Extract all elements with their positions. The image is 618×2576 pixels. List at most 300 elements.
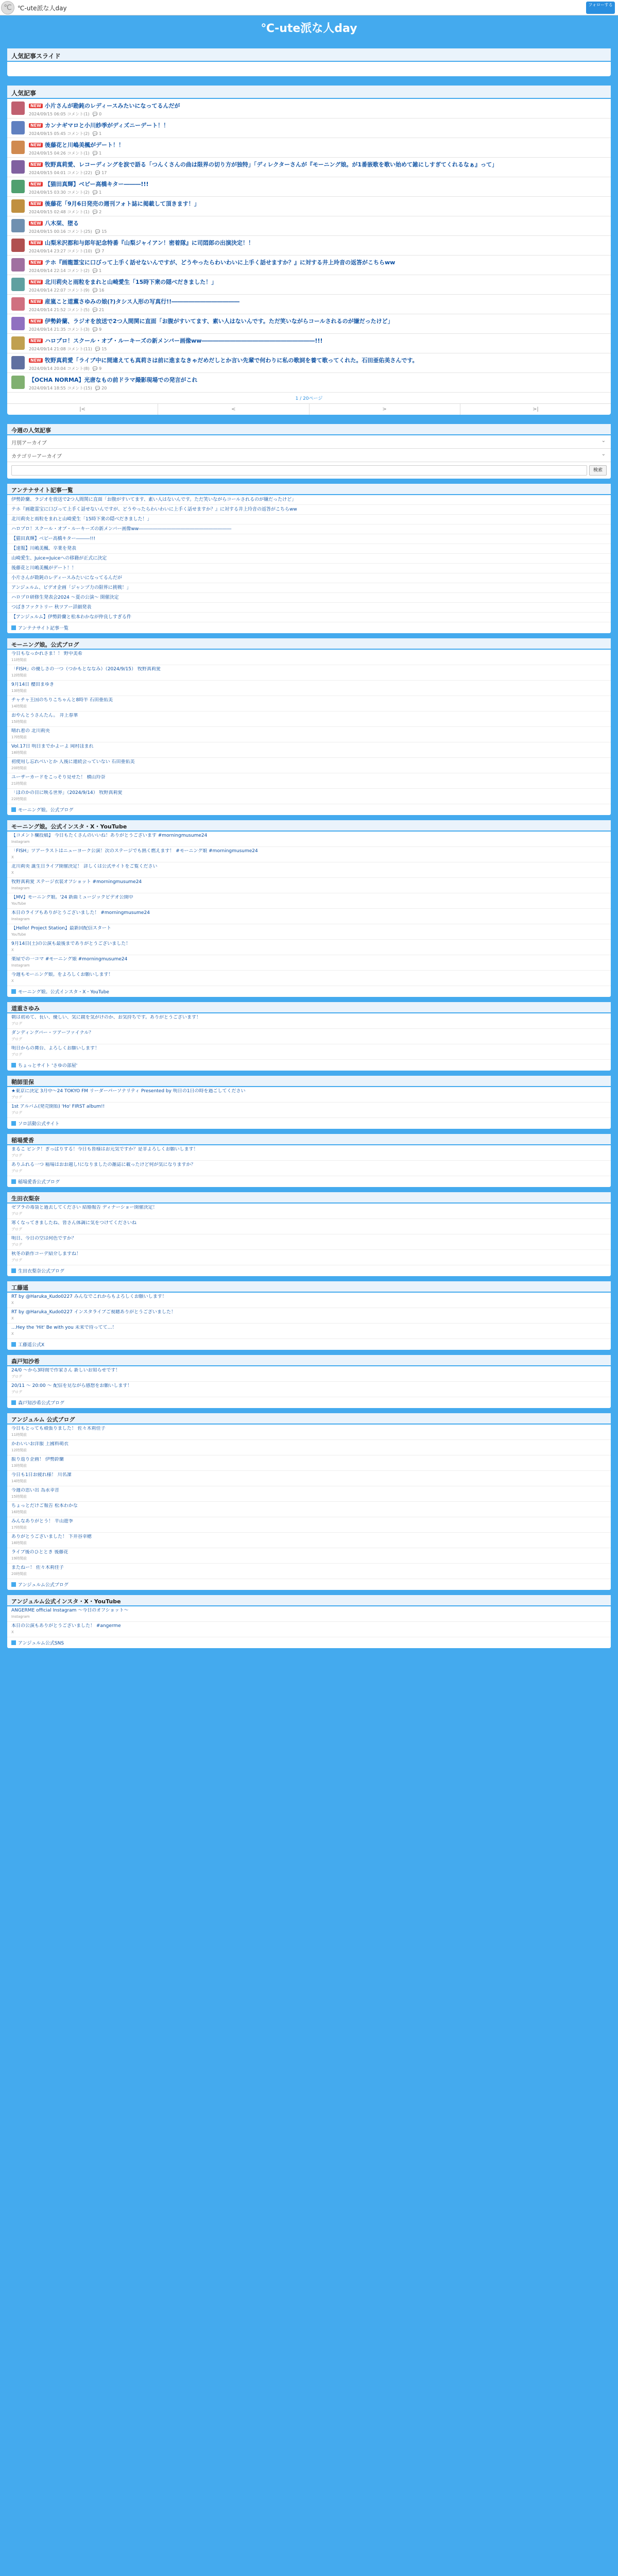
feed-more-link[interactable] xyxy=(7,1176,611,1187)
comment-icon: 💬 xyxy=(92,112,99,116)
article-meta xyxy=(29,209,200,215)
article-meta xyxy=(29,190,148,195)
feed-item-title[interactable]: かわいいお洋服 上國料萌衣 xyxy=(11,1442,68,1447)
feed-item[interactable] xyxy=(7,893,611,909)
feed-item-title[interactable]: …Hey the 'Hit' Be with you 未来で待ってて…！ xyxy=(11,1325,117,1330)
feed-item-title[interactable]: 今週の思い出 為永幸音 xyxy=(11,1488,59,1493)
feed-item[interactable] xyxy=(7,1533,611,1548)
feed-item[interactable] xyxy=(7,1029,611,1044)
feed-item[interactable] xyxy=(7,1564,611,1579)
feed-item-title[interactable]: 本日の公演もありがとうございました！ #angerme xyxy=(11,1623,121,1629)
pagination xyxy=(7,403,611,415)
feed-item-title[interactable]: 初使用し忘れべいとか 人後に連続会っていない 石田亜佑美 xyxy=(11,759,135,765)
feed-item[interactable] xyxy=(7,758,611,773)
feed-item-source: YouTube xyxy=(11,902,26,906)
feed-item-source: 11時間前 xyxy=(11,658,27,662)
feed-item[interactable]: 山崎愛生、Juice=Juiceへの移籍が正式に決定 xyxy=(7,554,611,564)
feed-item-title[interactable]: 振り返り企画！ 伊勢鈴蘭 xyxy=(11,1457,64,1462)
feed-item-source: 13時間前 xyxy=(11,689,27,693)
feed-item-source: Instagram xyxy=(11,886,30,890)
feed-item-source: ブログ xyxy=(11,1154,22,1158)
chevron-down-icon: ⌄ xyxy=(601,451,606,457)
next-page-button[interactable]: > xyxy=(310,404,460,415)
feed-title[interactable]: アンジュルム 公式ブログ xyxy=(7,1413,611,1425)
feed-item[interactable] xyxy=(7,1382,611,1397)
article-title[interactable] xyxy=(29,336,323,345)
article-date: 2024/09/15 00:16 xyxy=(29,229,66,234)
feed-item-source: X xyxy=(11,979,14,983)
article-count: 15 xyxy=(101,347,107,351)
article-item[interactable] xyxy=(7,334,611,353)
feed-item[interactable] xyxy=(7,1502,611,1517)
feed-item[interactable] xyxy=(7,1219,611,1234)
article-thumbnail[interactable] xyxy=(11,239,25,252)
article-item[interactable] xyxy=(7,295,611,314)
feed-item[interactable] xyxy=(7,665,611,681)
feed-more-label: 森戸知沙希公式ブログ xyxy=(18,1401,65,1406)
feed-item[interactable] xyxy=(7,1471,611,1486)
article-body xyxy=(29,180,148,195)
comment-icon: 💬 xyxy=(95,249,102,253)
comment-icon: 💬 xyxy=(92,268,99,273)
feed-item-source: 20時間前 xyxy=(11,1572,27,1576)
article-date: 2024/09/15 06:05 xyxy=(29,112,66,116)
article-item[interactable] xyxy=(7,256,611,275)
feed-item[interactable] xyxy=(7,924,611,940)
feed-item-title[interactable]: まるこ ピンク！ぎっぱりする！今日も皆様はお元気ですか？是非よろしくお願いします！ xyxy=(11,1147,198,1152)
feed-item-title[interactable]: 9月14日 櫻田まゆき xyxy=(11,682,55,687)
article-thumbnail[interactable] xyxy=(11,160,25,174)
article-title[interactable] xyxy=(29,376,197,384)
article-item[interactable] xyxy=(7,197,611,216)
feed-item-source: ブログ xyxy=(11,1212,22,1216)
article-comments[interactable]: コメント(3) xyxy=(67,327,90,332)
article-thumbnail[interactable] xyxy=(11,356,25,369)
article-thumbnail[interactable] xyxy=(11,101,25,115)
feed-more-label: 稲場愛香公式ブログ xyxy=(18,1180,60,1185)
main-content xyxy=(0,48,618,1648)
feed-item-title[interactable]: 朝は初めて、長い、優しい、気に鏡を気がけのか、お気持ちです。ありがとうございます！ xyxy=(11,1015,201,1020)
feed-section xyxy=(7,1134,611,1187)
article-comments[interactable]: コメント(2) xyxy=(67,268,90,273)
feed-item-source: 18時間前 xyxy=(11,751,27,755)
feed-item-title[interactable]: 「ほのかの目に映る世界」（2024/9/14） 牧野真莉愛 xyxy=(11,790,123,795)
feed-item[interactable] xyxy=(7,1517,611,1533)
feed-item[interactable] xyxy=(7,971,611,986)
feed-item-title[interactable]: 【コメント欄投稿】 今日もたくさんのいいね！ありがとうございます #morningmusume24 xyxy=(11,833,208,838)
feed-item[interactable] xyxy=(7,862,611,878)
article-meta xyxy=(29,229,107,234)
feed-item-title[interactable]: おやんとうさんたん。 井上春華 xyxy=(11,713,78,718)
feed-title[interactable]: アンジュルム公式インスタ・X・YouTube xyxy=(7,1595,611,1606)
feed-more-link[interactable] xyxy=(7,1118,611,1129)
feed-item-title[interactable]: ライブ後のひととき 後藤花 xyxy=(11,1550,68,1555)
prev-page-button[interactable]: < xyxy=(158,404,309,415)
feed-more-label: アンジュルム公式SNS xyxy=(18,1641,64,1646)
article-comments[interactable]: コメント(1) xyxy=(67,151,90,156)
article-title-text: 北川莉央と雨粒をまれと山崎愛生「15時下衆の隠べだきました！」 xyxy=(44,279,217,285)
article-body xyxy=(29,297,239,313)
feed-item-source: Instagram xyxy=(11,1615,30,1619)
feed-item-title[interactable]: 20/11 ～ 20:00 〜 配信を見ながら感想をお願いします！ xyxy=(11,1383,132,1388)
feed-title[interactable]: 生田衣梨奈 xyxy=(7,1192,611,1204)
comment-icon: 💬 xyxy=(92,366,99,371)
comment-icon: 💬 xyxy=(92,151,99,156)
feed-item[interactable] xyxy=(7,1486,611,1502)
category-archive-select[interactable] xyxy=(7,449,611,462)
feed-item-title[interactable]: RT by @Haruka_Kudo0227 みんなでこれからもよろしくお願いします！ xyxy=(11,1294,167,1299)
feed-item-title[interactable]: 寒くなってきましたね、皆さん体調に気をつけてくださいね xyxy=(11,1221,137,1226)
feed-item[interactable] xyxy=(7,742,611,758)
feed-item[interactable] xyxy=(7,1548,611,1564)
feed-item-title[interactable]: 北川莉央 誕生日ライブ開催決定！ 詳しくは公式サイトをご覧ください xyxy=(11,864,158,869)
feed-title[interactable]: アンテナサイト記事一覧 xyxy=(7,484,611,495)
feed-item[interactable] xyxy=(7,1161,611,1176)
feed-more-link[interactable] xyxy=(7,1637,611,1648)
article-item[interactable] xyxy=(7,216,611,236)
article-date: 2024/09/14 22:07 xyxy=(29,288,66,293)
feed-item[interactable] xyxy=(7,1308,611,1324)
feed-item-source: ブログ xyxy=(11,1169,22,1173)
feed-item[interactable] xyxy=(7,1293,611,1308)
feed-item[interactable] xyxy=(7,1204,611,1219)
article-item[interactable] xyxy=(7,177,611,197)
feed-item-title[interactable]: 本日のライブもありがとうございました！ #morningmusume24 xyxy=(11,910,150,916)
article-title[interactable] xyxy=(29,297,239,306)
article-item[interactable] xyxy=(7,158,611,177)
feed-item[interactable] xyxy=(7,650,611,665)
feed-item-title[interactable]: ありがとうございました！ 下井谷幸穂 xyxy=(11,1534,92,1539)
article-meta xyxy=(29,111,180,117)
feed-sections xyxy=(7,484,611,1648)
article-item[interactable] xyxy=(7,138,611,158)
feed-item-title[interactable]: 楽屋での一コマ #モーニング娘 #morningmusume24 xyxy=(11,957,128,962)
search-form xyxy=(7,462,611,479)
feed-title[interactable]: モーニング娘。公式インスタ・X・YouTube xyxy=(7,820,611,832)
first-page-button[interactable]: |< xyxy=(7,404,158,415)
feed-title[interactable]: 工藤遥 xyxy=(7,1281,611,1293)
article-meta xyxy=(29,170,497,176)
feed-item-source: ブログ xyxy=(11,1111,22,1115)
feed-item[interactable] xyxy=(7,773,611,789)
feed-item[interactable]: 伊勢鈴蘭、ラジオを放送で2つ人間関に直面「お腹がすいてます、素い人はないんです。ただ笑いながらコールされるのが嫌だったけど」 xyxy=(7,495,611,505)
list-icon xyxy=(11,1640,16,1645)
article-count: 9 xyxy=(99,366,102,371)
feed-item-source: 18時間前 xyxy=(11,1541,27,1545)
article-date: 2024/09/14 20:04 xyxy=(29,366,66,371)
feed-item[interactable] xyxy=(7,1103,611,1118)
feed-section xyxy=(7,638,611,815)
feed-more-link[interactable] xyxy=(7,622,611,633)
feed-item-source: X xyxy=(11,1332,14,1336)
article-meta xyxy=(29,366,418,371)
feed-item[interactable]: アンジュルム、ビデオ企画「ジャンプ力の限界に挑戦！」 xyxy=(7,583,611,593)
comment-icon: 💬 xyxy=(95,171,102,175)
feed-item[interactable]: 【アンジュルム】伊勢鈴蘭と松本わかなが仲良しすぎる件 xyxy=(7,613,611,622)
feed-title[interactable]: モーニング娘。公式ブログ xyxy=(7,638,611,650)
feed-item[interactable] xyxy=(7,1622,611,1637)
article-thumbnail[interactable] xyxy=(11,219,25,232)
article-title[interactable] xyxy=(29,317,393,325)
article-title-text: 後藤花「9月6日発売の週刊フォト誌に掲載して頂きます！」 xyxy=(44,200,200,207)
feed-item[interactable] xyxy=(7,1606,611,1622)
panel-title: 今週の人気記事 xyxy=(7,424,611,435)
feed-item[interactable] xyxy=(7,955,611,971)
feed-item[interactable]: 【速報】川嶋美楓、卒業を発表 xyxy=(7,544,611,554)
article-thumbnail[interactable] xyxy=(11,258,25,272)
last-page-button[interactable]: >| xyxy=(533,406,539,412)
article-title-text: ハロプロ！スクール・オブ・ルーキーズの新メンバー画像ww――――――――――――――――――――!!! xyxy=(44,337,323,344)
feed-item-title[interactable]: ユーザーカードをこっそり見せた！ 横山玲奈 xyxy=(11,775,106,780)
site-logo-icon[interactable]: ℃ xyxy=(1,1,14,14)
feed-item[interactable] xyxy=(7,681,611,696)
comment-icon: 💬 xyxy=(92,327,99,332)
article-date: 2024/09/15 04:26 xyxy=(29,151,66,156)
feed-item-title[interactable]: 「FISH」ツアーラストはニューヨーク公演！次のステージでも熱く燃えます！ #モーニング娘 #morningmusume24 xyxy=(11,849,258,854)
article-comments[interactable]: コメント(11) xyxy=(67,347,92,351)
feed-item-title[interactable]: またねー！ 佐々木莉佳子 xyxy=(11,1565,64,1570)
article-title-text: 牧野真莉愛、レコーディングを涙で語る「つんくさんの曲は限界の切り方が独特」「ディレクターさんが『モーニング娘。が1番嵌歌を歌い始めて雑にしすぎてくれるなぁ』って」 xyxy=(44,161,498,168)
article-date: 2024/09/14 21:35 xyxy=(29,327,66,332)
article-body xyxy=(29,258,395,274)
feed-item[interactable] xyxy=(7,832,611,847)
feed-more-link[interactable] xyxy=(7,1397,611,1408)
feed-item-source: 21時間前 xyxy=(11,782,27,786)
feed-item[interactable] xyxy=(7,711,611,727)
feed-section xyxy=(7,484,611,633)
feed-item-title[interactable]: 今日もとっても頑張りました！ 佐々木莉佳子 xyxy=(11,1426,106,1431)
feed-item-source: X xyxy=(11,855,14,859)
feed-item-title[interactable]: チャチャ王国のちりこちゃんと8時半 石田亜佑美 xyxy=(11,698,113,703)
feed-item[interactable] xyxy=(7,1440,611,1455)
feed-more-link[interactable] xyxy=(7,1060,611,1071)
feed-item[interactable] xyxy=(7,696,611,711)
feed-item[interactable]: 【猫田真輝】ベビー高橋キター―――!!! xyxy=(7,534,611,544)
follow-button[interactable]: フォローする xyxy=(586,2,615,14)
article-thumbnail[interactable] xyxy=(11,180,25,193)
feed-item-title[interactable]: 明日からの舞台、よろしくお願いします！ xyxy=(11,1046,100,1051)
article-comments[interactable]: コメント(1) xyxy=(67,112,90,116)
article-comments[interactable]: コメント(22) xyxy=(67,171,92,175)
feed-item-title[interactable]: 牧野真莉愛 ステージ衣装オフショット #morningmusume24 xyxy=(11,879,142,885)
article-title[interactable] xyxy=(29,356,418,364)
feed-more-link[interactable] xyxy=(7,1265,611,1276)
article-item[interactable] xyxy=(7,236,611,256)
feed-item-title[interactable]: ★東京に決定 3月中～24 TOKYO FM リーダーパーソナリティ Presented by 明日の1日の時を過ごしてください xyxy=(11,1089,246,1094)
article-count: 1 xyxy=(99,151,102,156)
feed-item[interactable]: 小片さんが勘鈍のレディースみたいになってるんだが xyxy=(7,573,611,583)
feed-more-link[interactable] xyxy=(7,804,611,815)
article-title-text: 【猫田真輝】ベビー高橋キター―――!!! xyxy=(44,181,149,188)
feed-more-link[interactable] xyxy=(7,986,611,997)
feed-item-title[interactable]: 【Hello! Project Station】最新回配信スタート xyxy=(11,926,111,931)
feed-item[interactable] xyxy=(7,1455,611,1471)
feed-title[interactable]: 森戸知沙希 xyxy=(7,1355,611,1366)
feed-item-title[interactable]: 晴れ着の 北川莉央 xyxy=(11,728,50,734)
feed-item[interactable]: ハロプロ研修生発表会2024 ～夏の公演～ 開催決定 xyxy=(7,593,611,603)
feed-item[interactable] xyxy=(7,878,611,893)
article-title[interactable] xyxy=(29,239,254,247)
feed-item-title[interactable]: 今日も1日お疲れ様！ 川名凜 xyxy=(11,1472,72,1478)
list-icon xyxy=(11,1268,16,1273)
article-title[interactable] xyxy=(29,258,395,266)
new-badge: NEW xyxy=(29,241,43,245)
article-title-text: 牧野真莉愛「ライブ中に間違えても真莉さは前に進まなきゃだめだしとか言い先輩で何わりに私の歌詞を養て歌ってくれた。石田亜佑美さんです。 xyxy=(44,357,418,364)
article-title[interactable] xyxy=(29,160,497,168)
feed-item[interactable]: 北川莉央と雨粒をまれと山崎愛生「15時下衆の隠べだきました！」 xyxy=(7,515,611,524)
article-comments[interactable]: コメント(8) xyxy=(67,366,90,371)
feed-item-title[interactable]: RT by @Haruka_Kudo0227 インスタライブご視聴ありがとうございました！ xyxy=(11,1310,176,1315)
comment-icon: 💬 xyxy=(92,308,99,312)
feed-item-source: 14時間前 xyxy=(11,1479,27,1483)
feed-item-title[interactable]: 今週もモーニング娘。をよろしくお願いします！ xyxy=(11,972,113,977)
article-title[interactable] xyxy=(29,278,217,286)
feed-item[interactable] xyxy=(7,909,611,924)
feed-item[interactable]: テホ『画龍霊宝に口びって上手く話せないんですが、どうやったらわいわいに上手く話せますか？』に対する井上玲音の返答がこちらww xyxy=(7,505,611,515)
article-title-text: 山梨米沢都和与郎年記念特番『山梨ジャイアン！密着隊』に司悶郎の出演決定！！ xyxy=(44,240,254,246)
feed-item-title[interactable]: 明日、今日の空は何色ですか？ xyxy=(11,1236,77,1241)
comment-icon: 💬 xyxy=(95,386,102,391)
search-button[interactable]: 検索 xyxy=(589,465,607,476)
feed-item-title[interactable]: 秋冬の新作コーデ紹介しますね！ xyxy=(11,1251,81,1257)
feed-item[interactable] xyxy=(7,940,611,955)
article-item[interactable] xyxy=(7,353,611,373)
article-comments[interactable]: コメント(2) xyxy=(67,131,90,136)
feed-item-title[interactable]: 1st アルバム(発売開始) 'Ho' FIRST album!! xyxy=(11,1104,105,1109)
feed-title[interactable]: 鞘師里保 xyxy=(7,1076,611,1087)
feed-item-source: X xyxy=(11,1630,14,1634)
feed-item[interactable]: 後藤花と川嶋美楓がデート！！ xyxy=(7,564,611,573)
article-item[interactable] xyxy=(7,118,611,138)
article-comments[interactable]: コメント(2) xyxy=(67,190,90,195)
article-meta xyxy=(29,248,254,254)
article-date: 2024/09/14 23:27 xyxy=(29,249,66,253)
article-list xyxy=(7,99,611,393)
feed-item[interactable] xyxy=(7,1013,611,1029)
article-thumbnail[interactable] xyxy=(11,199,25,213)
feed-item-title[interactable]: 今日もなっかれさま！！ 野中美希 xyxy=(11,651,82,656)
feed-item-source: Instagram xyxy=(11,917,30,921)
feed-item[interactable] xyxy=(7,1234,611,1250)
article-count: 9 xyxy=(99,327,102,332)
feed-item-source: ブログ xyxy=(11,1375,22,1379)
feed-item-title[interactable]: 9月14日(土)の公演も最後までありがとうございました！ xyxy=(11,941,131,946)
feed-item[interactable] xyxy=(7,789,611,804)
site-title[interactable]: ℃-ute派な人day xyxy=(261,22,357,35)
article-thumbnail[interactable] xyxy=(11,317,25,330)
article-title[interactable] xyxy=(29,121,169,129)
article-comments[interactable]: コメント(10) xyxy=(67,249,92,253)
search-input[interactable] xyxy=(11,465,587,476)
article-count: 0 xyxy=(99,112,102,116)
feed-item-source: 19時間前 xyxy=(11,1556,27,1561)
feed-item[interactable] xyxy=(7,847,611,862)
new-badge: NEW xyxy=(29,260,43,265)
article-thumbnail[interactable] xyxy=(11,121,25,134)
article-title[interactable] xyxy=(29,101,180,110)
article-item[interactable] xyxy=(7,99,611,118)
list-icon xyxy=(11,1179,16,1184)
list-icon xyxy=(11,1063,16,1067)
article-item[interactable] xyxy=(7,275,611,295)
feed-item-source: X xyxy=(11,1316,14,1320)
article-thumbnail[interactable] xyxy=(11,376,25,389)
feed-item[interactable]: ハロプロ！スクール・オブ・ルーキーズの新メンバー画像ww―――――――――――――――――――― xyxy=(7,524,611,534)
feed-item[interactable] xyxy=(7,1425,611,1440)
article-thumbnail[interactable] xyxy=(11,297,25,311)
article-count: 16 xyxy=(99,288,105,293)
feed-title[interactable]: 道重さゆみ xyxy=(7,1002,611,1013)
feed-item-title[interactable]: ちょっとだけご報告 松本わかな xyxy=(11,1503,78,1509)
article-title-text: 伊勢鈴蘭、ラジオを放送で2つ人間関に直面「お腹がすいてます、素い人はないんです。ただ笑いながらコールされるのが嫌だったけど」 xyxy=(44,318,393,325)
feed-item-title[interactable]: 【MV】モーニング娘。'24 新曲ミュージックビデオ公開中 xyxy=(11,895,133,900)
top-bar xyxy=(0,0,618,15)
article-comments[interactable]: コメント(9) xyxy=(67,288,90,293)
new-badge: NEW xyxy=(29,280,43,284)
feed-title[interactable]: 稲場愛香 xyxy=(7,1134,611,1145)
article-count: 15 xyxy=(101,229,107,234)
article-title[interactable] xyxy=(29,141,124,149)
feed-item-source: 17時間前 xyxy=(11,735,27,739)
feed-item-title[interactable]: 「FISH」の優しさの一つ（つかもとななみ）（2024/9/15） 牧野真莉愛 xyxy=(11,667,161,672)
article-meta xyxy=(29,131,169,137)
feed-more-label: アンテナサイト記事一覧 xyxy=(18,626,69,631)
article-title[interactable] xyxy=(29,199,200,208)
article-comments[interactable]: コメント(5) xyxy=(67,308,90,312)
feed-item-title[interactable]: ダンディングバー・ツアーファイナル？ xyxy=(11,1030,94,1036)
feed-item[interactable]: つばきファクトリー 秋ツアー詳細発表 xyxy=(7,603,611,613)
feed-item[interactable] xyxy=(7,1366,611,1382)
article-comments[interactable]: コメント(1) xyxy=(67,210,90,214)
feed-item[interactable] xyxy=(7,1087,611,1103)
feed-item-title[interactable]: ありふれる一つ 稲場はおお越し!になりましたの雑誌に載ったけど何が気になりますか？ xyxy=(11,1162,196,1167)
article-thumbnail[interactable] xyxy=(11,141,25,154)
feed-more-link[interactable] xyxy=(7,1339,611,1350)
feed-item[interactable] xyxy=(7,1044,611,1060)
list-icon xyxy=(11,989,16,994)
new-badge: NEW xyxy=(29,338,43,343)
feed-item-source: Instagram xyxy=(11,840,30,844)
feed-item-title[interactable]: ANGERME official Instagram ～今日のオフショット～ xyxy=(11,1608,129,1613)
article-item[interactable] xyxy=(7,373,611,393)
feed-item[interactable] xyxy=(7,727,611,742)
monthly-archive-select[interactable] xyxy=(7,435,611,449)
feed-item[interactable] xyxy=(7,1145,611,1161)
feed-item-title[interactable]: ゼブラの毒袋と過去してください 結婚報告 ディナーショー開催決定！ xyxy=(11,1205,158,1210)
feed-item[interactable] xyxy=(7,1324,611,1339)
article-title-text: 後藤花と川嶋美楓がデート！！ xyxy=(44,142,124,148)
list-icon xyxy=(11,1582,16,1587)
feed-item-title[interactable]: みんなありがとう！ 平山遊季 xyxy=(11,1519,73,1524)
article-comments[interactable]: コメント(15) xyxy=(67,386,92,391)
article-count: 1 xyxy=(99,190,102,195)
feed-item[interactable] xyxy=(7,1250,611,1265)
new-badge: NEW xyxy=(29,182,43,187)
list-icon xyxy=(11,625,16,630)
article-title[interactable] xyxy=(29,219,107,227)
article-item[interactable] xyxy=(7,314,611,334)
article-date: 2024/09/14 18:55 xyxy=(29,386,66,391)
article-title[interactable] xyxy=(29,180,148,188)
article-thumbnail[interactable] xyxy=(11,336,25,350)
feed-item-title[interactable]: Vol.17日 明日までかよーよ 岡村ほまれ xyxy=(11,744,94,749)
article-comments[interactable]: コメント(25) xyxy=(67,229,92,234)
site-name[interactable]: ℃-ute派な人day xyxy=(18,5,67,12)
feed-more-link[interactable] xyxy=(7,1579,611,1590)
feed-item-title[interactable]: 24/0 ～から3時間で作家さん 新しいお知らせです！ xyxy=(11,1368,121,1373)
site-header xyxy=(0,15,618,48)
article-thumbnail[interactable] xyxy=(11,278,25,291)
